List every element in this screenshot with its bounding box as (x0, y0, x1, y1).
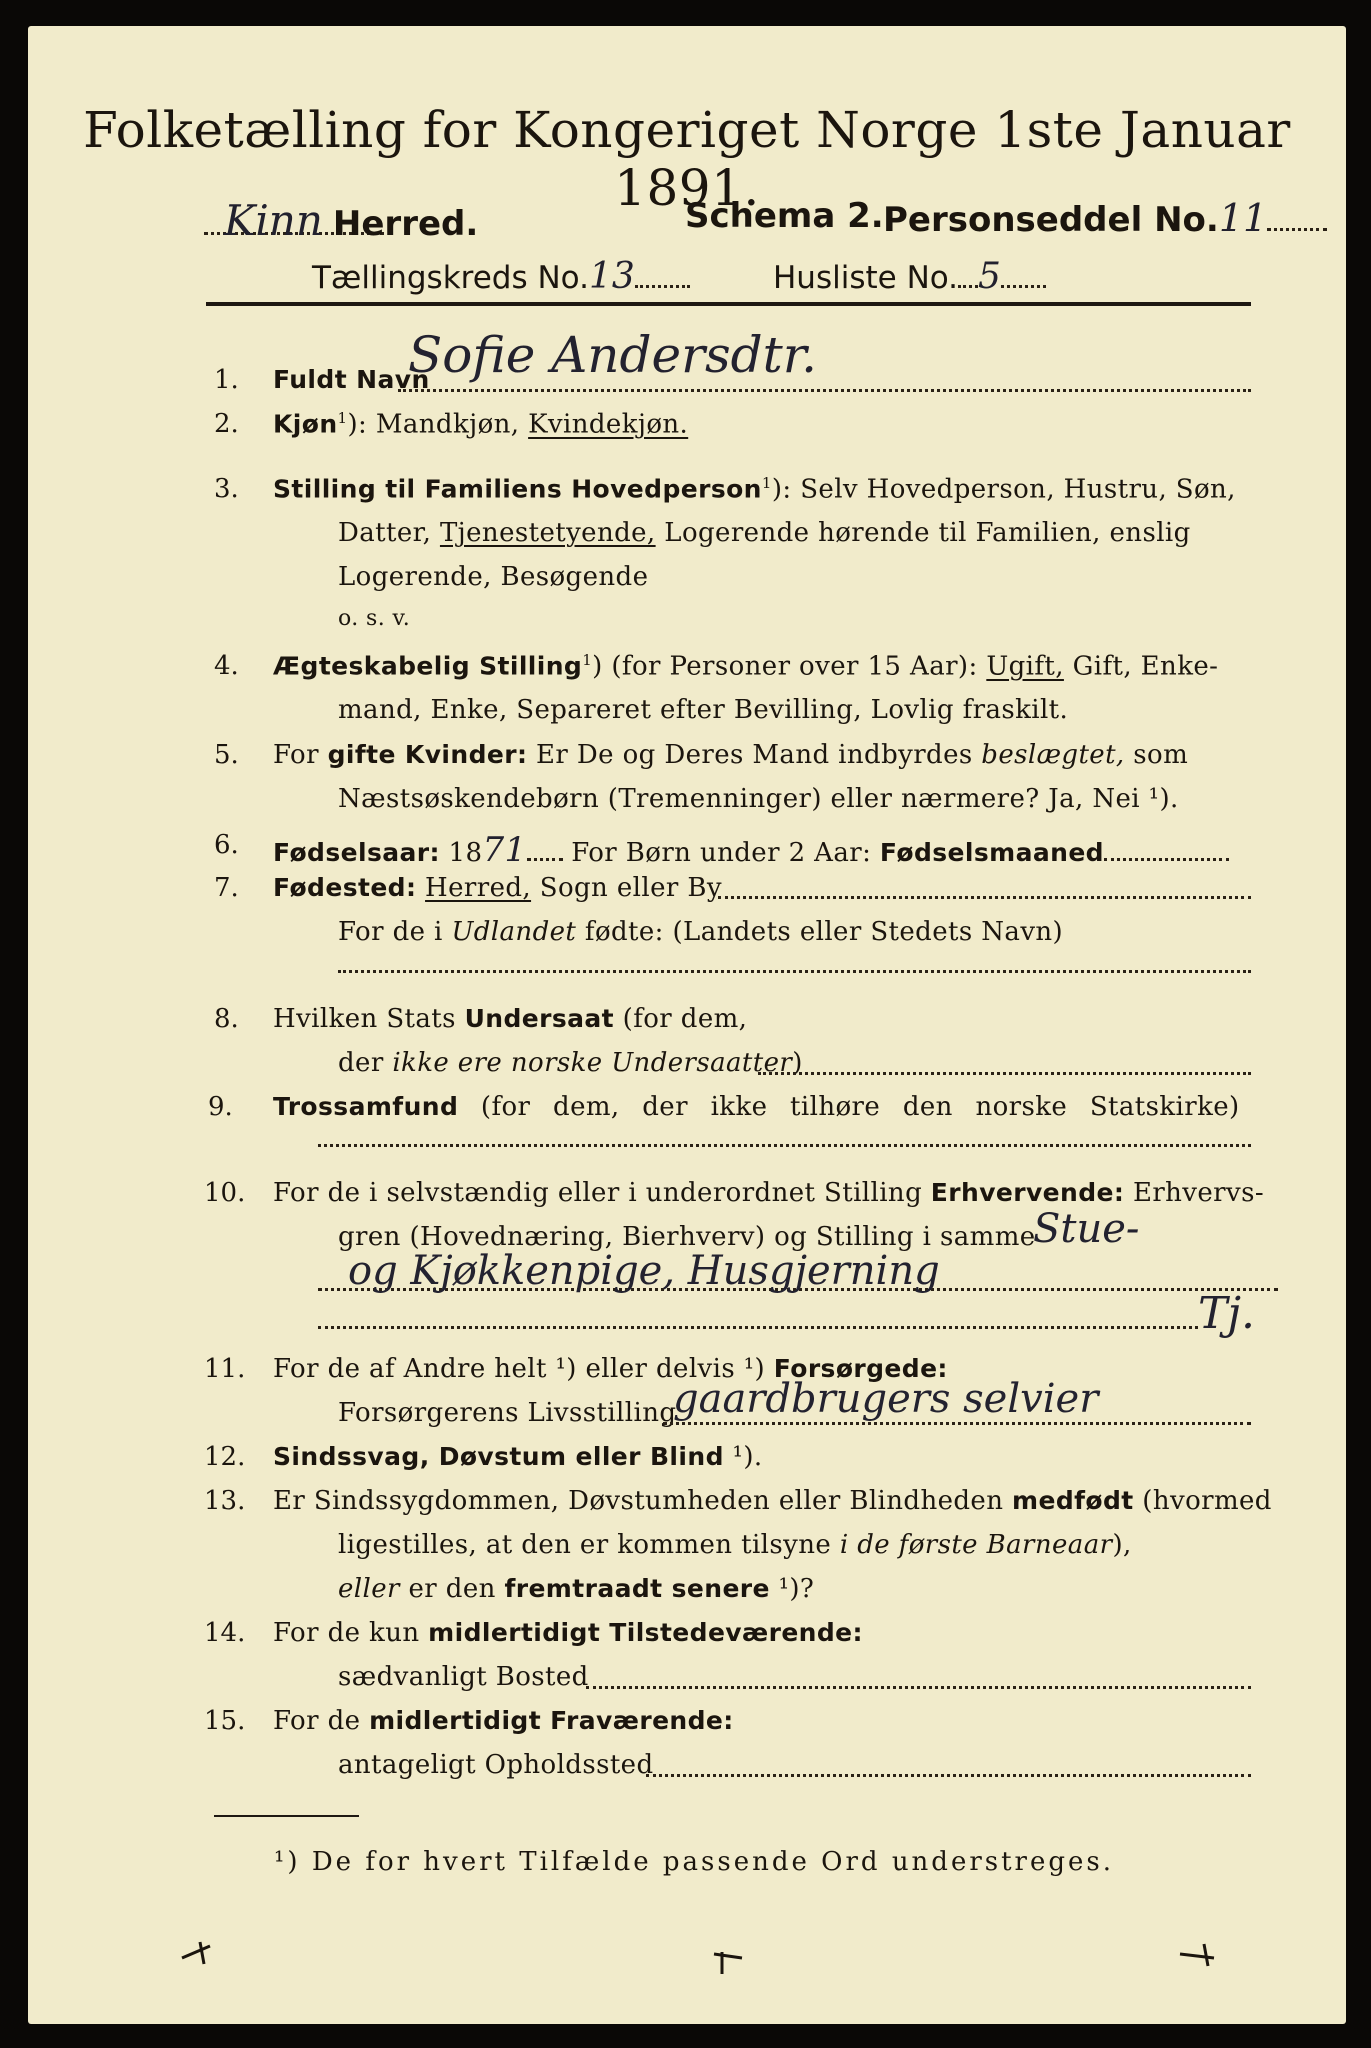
herred-value: Kinn (224, 196, 323, 245)
q6-month-label: Fødselsmaaned (879, 838, 1104, 867)
q5-married-women (273, 740, 1188, 770)
q9-religion (273, 1092, 1240, 1122)
q7-italic: Udlandet (451, 917, 577, 947)
footnote-ref: 1 (582, 651, 593, 669)
q6-prefix: 18 (439, 838, 483, 868)
q7-underlined-answer: Herred, (425, 873, 532, 903)
q5-text: som (1124, 740, 1189, 770)
q1-label: Fuldt Navn (273, 365, 430, 394)
item-number: 15. (204, 1706, 246, 1736)
q11-text: For de af Andre helt ¹) eller delvis ¹) (273, 1354, 774, 1384)
q3-underlined-answer: Tjenestetyende, (439, 518, 656, 548)
q10-line2: gren (Hovednæring, Bierhverv) og Stilling i samme (338, 1222, 1036, 1252)
personseddel-field (883, 196, 1327, 240)
q2-sex (273, 409, 688, 440)
item-number: 11. (204, 1354, 246, 1384)
q3-family-position (273, 474, 1236, 505)
herred-label: Herred. (332, 204, 479, 244)
q14-label: midlertidigt Tilstedeværende: (428, 1618, 863, 1647)
q10-answer-part1: Stue- (1033, 1206, 1140, 1252)
item-number: 9. (208, 1092, 233, 1122)
q10-label: Erhvervende: (930, 1178, 1125, 1207)
q7-text: For de i (338, 917, 452, 947)
q11-label: Forsørgede: (773, 1354, 948, 1383)
personseddel-label: Personseddel No. (883, 200, 1219, 240)
footnote: ¹) De for hvert Tilfælde passende Ord understreges. (274, 1847, 1115, 1877)
q7-foreign-line (338, 970, 1251, 973)
item-number: 14. (204, 1618, 246, 1648)
item-number: 3. (214, 474, 239, 504)
q3-line4: o. s. v. (338, 606, 411, 631)
q7-label: Fødested: (273, 873, 417, 902)
q8-line2 (338, 1048, 803, 1078)
q12-text: ¹). (723, 1442, 763, 1472)
q15-text: For de (273, 1706, 370, 1736)
q4-label: Ægteskabelig Stilling (273, 651, 583, 681)
q7-text: fødte: (Landets eller Stedets Navn) (576, 917, 1064, 947)
q2-label: Kjøn (273, 409, 338, 439)
footnote-ref: 1 (761, 474, 772, 492)
q13-text: ¹)? (769, 1574, 815, 1604)
q8-italic: ikke ere norske Undersaatter (392, 1048, 793, 1078)
q3-line2 (338, 518, 1191, 548)
q8-label: Undersaat (464, 1004, 615, 1033)
q8-text: (for dem, (614, 1004, 748, 1034)
q10-answer-part2: og Kjøkkenpige, Husgjerning (348, 1248, 940, 1294)
item-number: 7. (214, 873, 239, 903)
item-number: 12. (204, 1442, 246, 1472)
q13-text: er den (399, 1574, 505, 1604)
q15-line2: antageligt Opholdssted (338, 1750, 654, 1780)
kreds-label: Tællingskreds No. (312, 260, 589, 296)
footnote-divider (214, 1815, 359, 1817)
q10-occupation (273, 1178, 1264, 1208)
q9-label: Trossamfund (273, 1092, 459, 1121)
q2-underlined-answer: Kvindekjøn. (528, 409, 689, 440)
census-form-page (28, 26, 1346, 2024)
q13-label: medfødt (1012, 1486, 1134, 1515)
q13-text: Er Sindssygdommen, Døvstumheden eller Blindheden (273, 1486, 1013, 1516)
q10-text: Erhvervs- (1124, 1178, 1265, 1208)
q14-line2: sædvanligt Bosted (338, 1662, 589, 1692)
q4-underlined-answer: Ugift, (986, 651, 1064, 682)
kreds-field (312, 256, 690, 297)
item-number: 2. (214, 409, 239, 439)
q13-line3 (338, 1574, 814, 1604)
item-number: 4. (214, 651, 239, 681)
q13-text: ligestilles, at den er kommen tilsyne (338, 1530, 840, 1560)
q3-text: Datter, (338, 518, 440, 548)
q4-line2: mand, Enke, Separeret efter Bevilling, Lovlig fraskilt. (338, 695, 1069, 725)
q13-label: fremtraadt senere (504, 1574, 770, 1603)
q2-text: ): Mandkjøn, (347, 409, 529, 440)
q7-answer-line (718, 896, 1251, 899)
item-number: 8. (214, 1004, 239, 1034)
q7-text: Sogn eller By (531, 873, 722, 903)
q11-line2: Forsørgerens Livsstilling (338, 1398, 677, 1428)
q6-text: For Børn under 2 Aar: (562, 838, 880, 868)
q11-answer-line (663, 1422, 1251, 1425)
husliste-field (773, 256, 1046, 297)
q13-italic: i de første Barneaar (839, 1530, 1113, 1560)
q3-line1: ): Selv Hovedperson, Hustru, Søn, (771, 474, 1236, 505)
q5-line2: Næstsøskendebørn (Tremenninger) eller nærmere? Ja, Nei ¹). (338, 784, 1179, 814)
q13-italic: eller (338, 1574, 400, 1604)
q15-label: midlertidigt Fraværende: (369, 1706, 734, 1735)
q14-answer-line (586, 1686, 1251, 1689)
header-herred-row (204, 196, 478, 245)
q10-answer-part3: Tj. (1198, 1288, 1255, 1339)
form-title: Folketælling for Kongeriget Norge 1ste Januar 1891. (83, 101, 1291, 217)
q8-text: Hvilken Stats (273, 1004, 465, 1034)
q9-answer-line (318, 1144, 1251, 1147)
schema-label: Schema 2. (685, 196, 884, 236)
q14-temporary-present (273, 1618, 863, 1648)
q4-text: Gift, Enke- (1063, 651, 1219, 682)
q5-label: gifte Kvinder: (327, 740, 528, 769)
q13-line2 (338, 1530, 1132, 1560)
q4-marital-status (273, 651, 1218, 682)
item-number: 6. (214, 830, 239, 860)
q1-answer: Sofie Andersdtr. (408, 326, 818, 384)
q6-label: Fødselsaar: (273, 838, 440, 867)
q5-italic: beslægtet, (981, 740, 1125, 770)
dotted-line (1104, 858, 1229, 861)
q6-answer: 71 (482, 830, 527, 870)
q8-answer-line (758, 1072, 1251, 1075)
q12-label: Sindssvag, Døvstum eller Blind (273, 1442, 724, 1471)
q4-text: ) (for Personer over 15 Aar): (592, 651, 987, 682)
registration-mark-center (708, 1948, 748, 1985)
registration-mark-left (180, 1938, 220, 1975)
item-number: 1. (214, 365, 239, 395)
q8-text: der (338, 1048, 393, 1078)
registration-mark-right (1178, 1938, 1218, 1975)
kreds-value: 13 (588, 256, 635, 297)
q15-answer-line (646, 1774, 1251, 1777)
q3-label: Stilling til Familiens Hovedperson (273, 474, 762, 504)
q10-answer-line2 (318, 1326, 1198, 1329)
dotted-line (527, 858, 563, 861)
personseddel-value: 11 (1218, 196, 1268, 240)
q8-citizenship (273, 1004, 747, 1034)
q3-text: Logerende hørende til Familien, enslig (655, 518, 1191, 548)
item-number: 5. (214, 740, 239, 770)
q13-congenital (273, 1486, 1272, 1516)
q9-text: (for dem, der ikke tilhøre den norske Statskirke) (458, 1092, 1240, 1122)
q5-text: For (273, 740, 328, 770)
q7-line2 (338, 917, 1063, 947)
q1-answer-line (398, 389, 1251, 392)
item-number: 13. (204, 1486, 246, 1516)
q15-temporary-absent (273, 1706, 734, 1736)
q3-line3: Logerende, Besøgende (338, 562, 649, 592)
q8-text: ) (792, 1048, 803, 1078)
header-divider (206, 302, 1251, 306)
husliste-value: 5 (978, 256, 1001, 297)
q10-text: For de i selvstændig eller i underordnet Stilling (273, 1178, 931, 1208)
q5-text: Er De og Deres Mand indbyrdes (527, 740, 982, 770)
footnote-ref: 1 (337, 409, 348, 427)
q7-birthplace (273, 873, 722, 903)
q13-text: (hvormed (1133, 1486, 1272, 1516)
q6-birth-year (273, 830, 1229, 870)
q11-answer: gaardbrugers selvier (673, 1376, 1099, 1422)
item-number: 10. (204, 1178, 246, 1208)
q14-text: For de kun (273, 1618, 429, 1648)
husliste-label: Husliste No. (773, 260, 959, 296)
q13-text: ), (1112, 1530, 1132, 1560)
q12-disability (273, 1442, 763, 1472)
